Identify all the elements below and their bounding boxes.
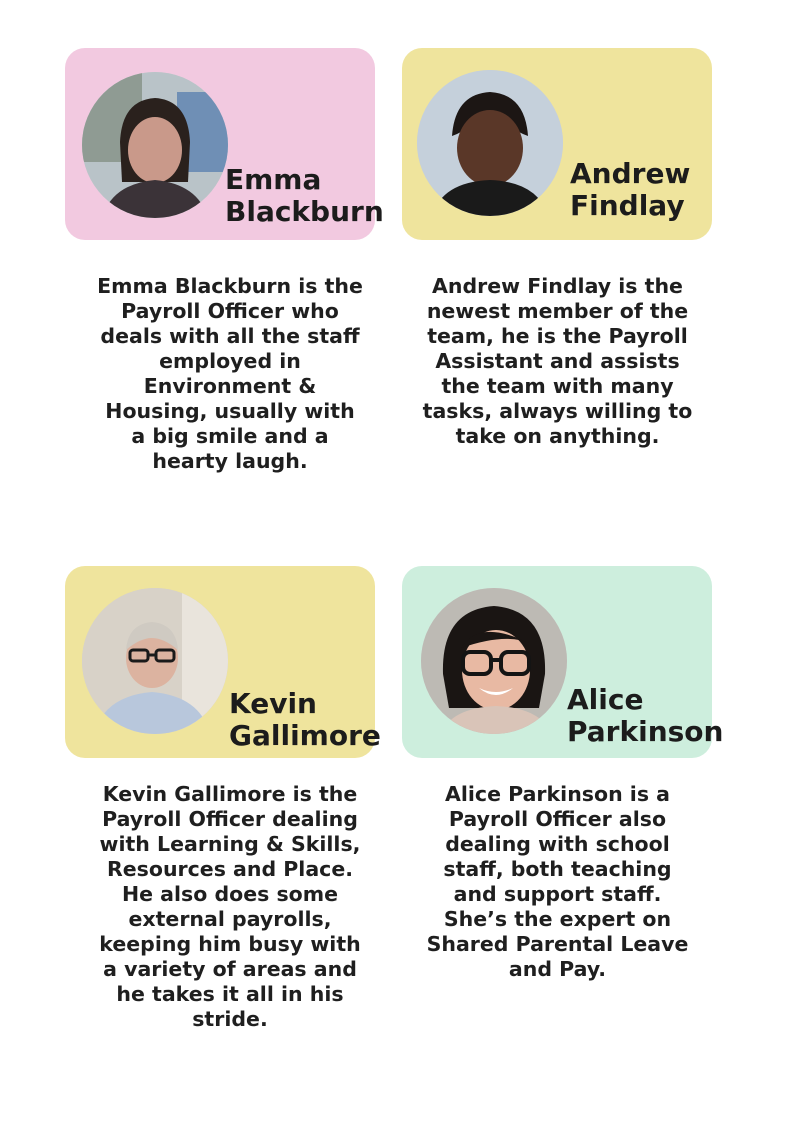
member-bio: Andrew Findlay is the newest member of the team, he is the Payroll Assistant and assists the team with many tasks, always willing to take on anything.: [422, 274, 693, 448]
member-bio: Emma Blackburn is the Payroll Officer who deals with all the staff employed in Environment & Housing, usually with a big smile and a hearty laugh.: [97, 274, 363, 473]
profile-card-alice: [402, 566, 724, 758]
profile-card-emma: [65, 48, 384, 240]
member-name: Andrew Findlay: [570, 157, 691, 222]
avatar-andrew: [417, 70, 563, 216]
avatar-kevin: [82, 588, 228, 734]
member-name: Kevin Gallimore: [229, 687, 381, 752]
profile-card-andrew: [402, 48, 712, 240]
member-bio: Alice Parkinson is a Payroll Officer also dealing with school staff, both teaching and support staff. She’s the expert on Shared Parental Leave and Pay.: [426, 782, 689, 981]
avatar-alice: [421, 588, 567, 734]
member-bio: Kevin Gallimore is the Payroll Officer dealing with Learning & Skills, Resources and Place. He also does some external payrolls, keeping him busy with a variety of areas and he takes it all in his stride.: [99, 782, 361, 1031]
avatar-emma: [82, 72, 228, 218]
member-name: Emma Blackburn: [225, 163, 384, 228]
profile-card-kevin: [65, 566, 381, 758]
member-name: Alice Parkinson: [567, 683, 724, 748]
